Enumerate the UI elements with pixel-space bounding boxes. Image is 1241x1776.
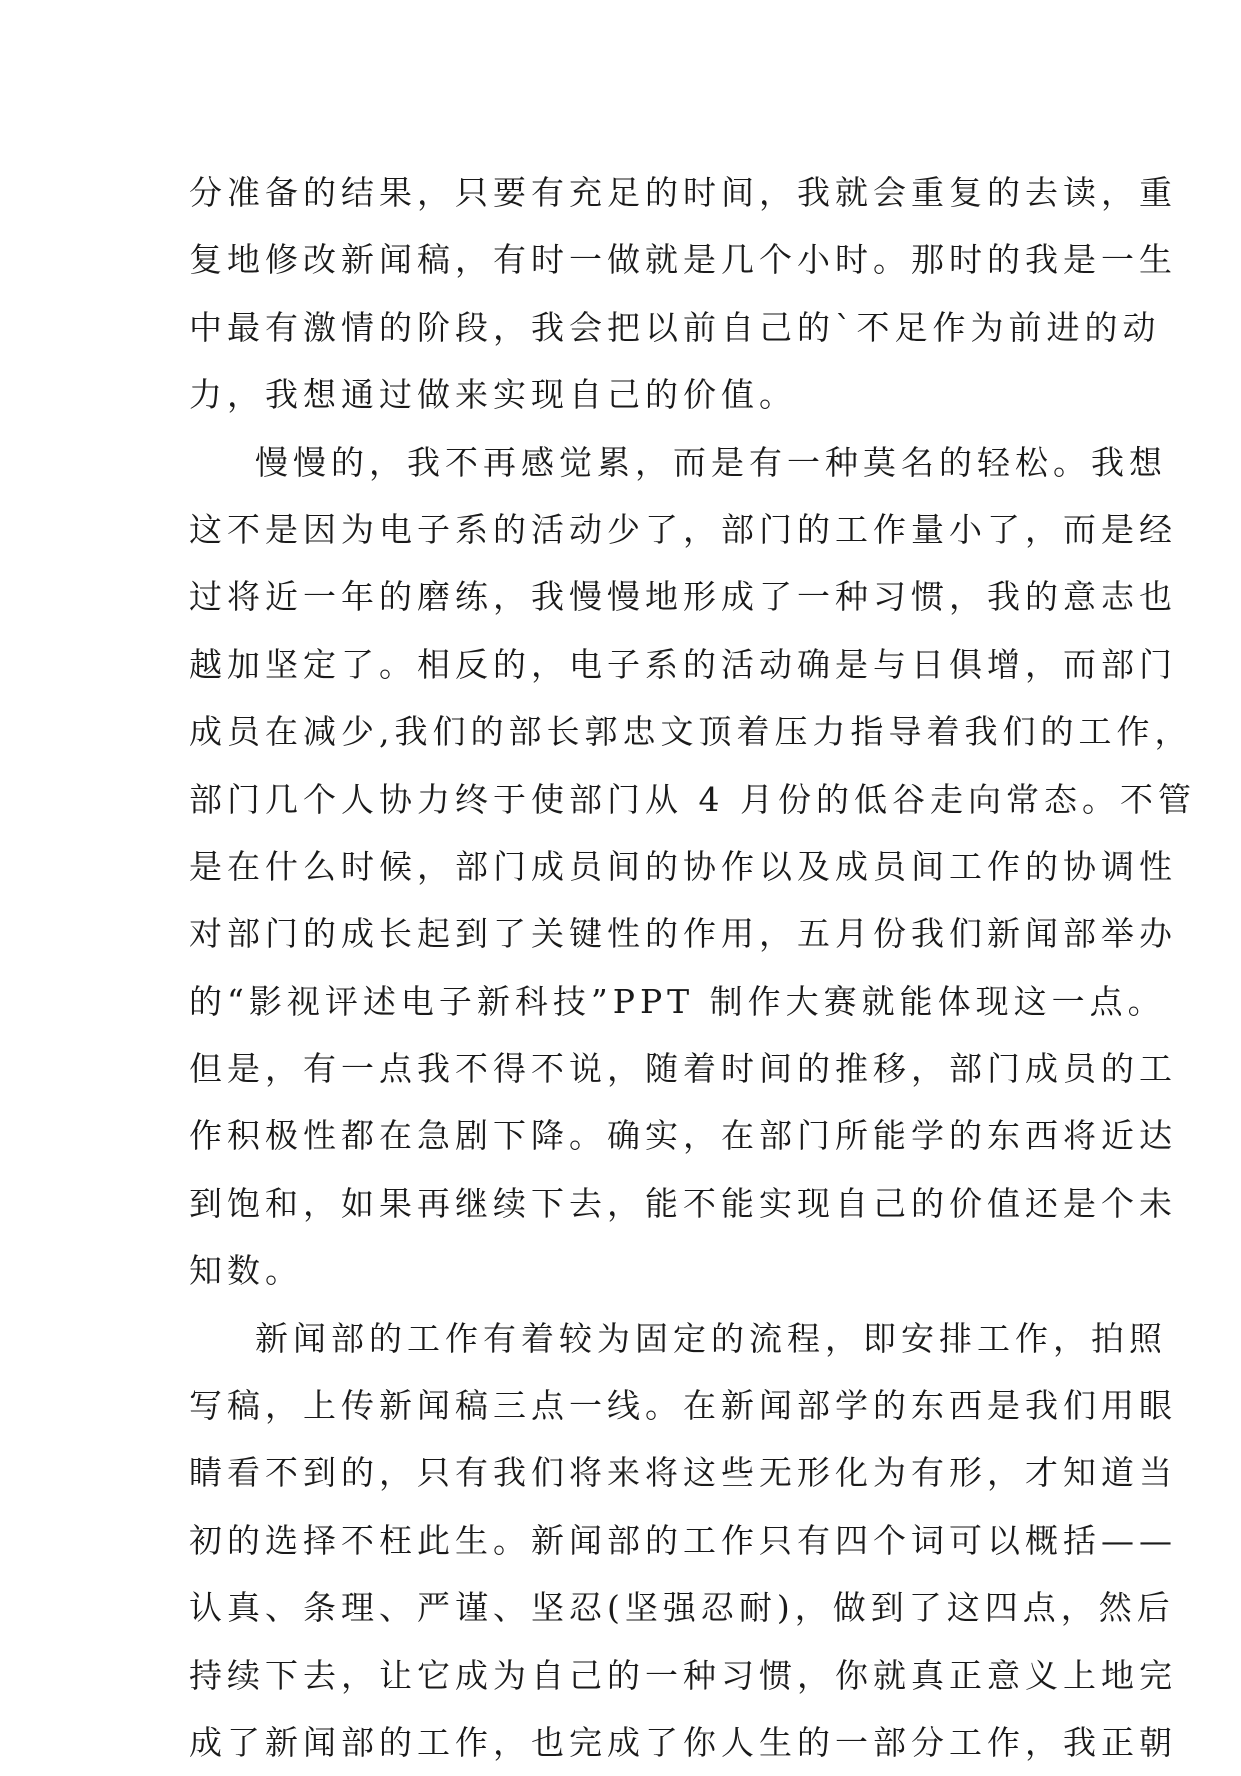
text-line: 对部门的成长起到了关键性的作用，五月份我们新闻部举办 — [189, 914, 1177, 954]
text-line: 睛看不到的，只有我们将来将这些无形化为有形，才知道当 — [189, 1453, 1177, 1493]
text-line: 持续下去，让它成为自己的一种习惯，你就真正意义上地完 — [189, 1655, 1177, 1695]
text-line: 中最有激情的阶段，我会把以前自己的`不足作为前进的动 — [189, 307, 1161, 347]
paragraph-first-line: 慢慢的，我不再感觉累，而是有一种莫名的轻松。我想 — [255, 442, 1167, 482]
text-line: 但是，有一点我不得不说，随着时间的推移，部门成员的工 — [189, 1049, 1177, 1089]
text-line: 初的选择不枉此生。新闻部的工作只有四个词可以概括—— — [189, 1520, 1177, 1560]
text-line: 越加坚定了。相反的，电子系的活动确是与日俱增，而部门 — [189, 644, 1177, 684]
text-line: 是在什么时候，部门成员间的协作以及成员间工作的协调性 — [189, 846, 1177, 886]
text-line: 这不是因为电子系的活动少了，部门的工作量小了，而是经 — [189, 509, 1177, 549]
text-line: 过将近一年的磨练，我慢慢地形成了一种习惯，我的意志也 — [189, 577, 1177, 617]
body-text — [189, 159, 1196, 1776]
text-line: 到饱和，如果再继续下去，能不能实现自己的价值还是个未 — [189, 1183, 1177, 1223]
text-line: 写稿，上传新闻稿三点一线。在新闻部学的东西是我们用眼 — [189, 1386, 1177, 1426]
text-line: 分准备的结果，只要有充足的时间，我就会重复的去读，重 — [189, 173, 1177, 212]
text-line: 成员在减少,我们的部长郭忠文顶着压力指导着我们的工作， — [189, 712, 1193, 752]
text-line: 复地修改新闻稿，有时一做就是几个小时。那时的我是一生 — [189, 240, 1177, 280]
text-line: 认真、条理、严谨、坚忍(坚强忍耐)，做到了这四点，然后 — [189, 1588, 1175, 1628]
text-line: 作积极性都在急剧下降。确实，在部门所能学的东西将近达 — [189, 1116, 1177, 1156]
text-line: 部门几个人协力终于使部门从 4 月份的低谷走向常态。不管 — [189, 779, 1196, 819]
paragraph-first-line: 新闻部的工作有着较为固定的流程，即安排工作，拍照 — [255, 1318, 1167, 1358]
text-line: 知数。 — [189, 1251, 303, 1291]
text-line: 力，我想通过做来实现自己的价值。 — [189, 375, 797, 415]
text-line: 的“影视评述电子新科技”PPT 制作大赛就能体现这一点。 — [189, 981, 1166, 1021]
text-line: 成了新闻部的工作，也完成了你人生的一部分工作，我正朝 — [189, 1722, 1177, 1762]
